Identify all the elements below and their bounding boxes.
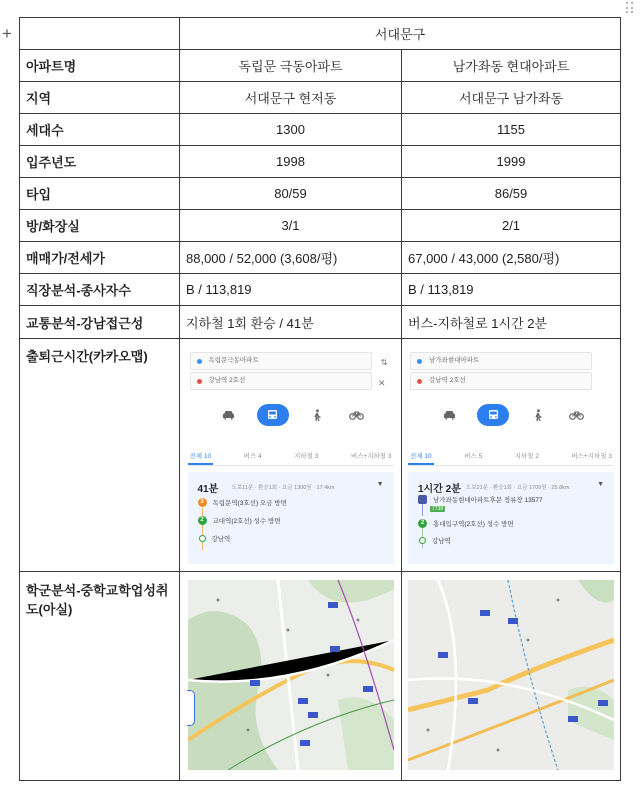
apt-b-type[interactable]: 86/59 — [402, 178, 621, 210]
route-step — [418, 495, 543, 504]
apt-a-transport[interactable]: 지하철 1회 환승 / 41분 — [180, 306, 402, 339]
apt-b-name[interactable]: 남가좌동 현대아파트 — [402, 50, 621, 82]
row-label-transport[interactable]: 교통분석-강남접근성 — [20, 306, 180, 339]
apt-b-region[interactable]: 서대문구 남가좌동 — [402, 82, 621, 114]
car-icon[interactable] — [218, 404, 240, 426]
row-label-households[interactable]: 세대수 — [20, 114, 180, 146]
transport-modes-a — [218, 404, 368, 426]
route-to-text-a: 강남역 2호선 — [208, 377, 246, 384]
route-step-text: 강남역 — [211, 536, 231, 543]
row-label-rooms[interactable]: 방/화장실 — [20, 210, 180, 242]
route-tabs-a — [188, 450, 394, 466]
apt-a-route-cell[interactable] — [180, 339, 402, 572]
line3-badge-icon: 3 — [198, 498, 207, 507]
tab-subway[interactable]: 지하철 2 — [514, 453, 539, 460]
car-icon[interactable] — [438, 404, 460, 426]
route-to-text-b: 강남역 2호선 — [429, 377, 466, 384]
apt-b-price[interactable]: 67,000 / 43,000 (2,580/평) — [402, 242, 621, 274]
row-label-price[interactable]: 매매가/전세가 — [20, 242, 180, 274]
route-from-input-b[interactable] — [410, 352, 592, 370]
route-to-input-a[interactable] — [190, 372, 372, 390]
drag-handle-icon[interactable] — [626, 2, 636, 14]
tab-all[interactable]: 전체 10 — [188, 450, 214, 465]
apt-b-workers[interactable]: B / 113,819 — [402, 274, 621, 306]
row-label-move-in-year[interactable]: 입주년도 — [20, 146, 180, 178]
tab-bus-subway[interactable]: 버스+지하철 3 — [350, 453, 392, 460]
transport-modes-b — [438, 404, 588, 426]
apt-b-school-map-cell[interactable] — [402, 572, 621, 781]
walk-icon[interactable] — [527, 404, 549, 426]
apt-b-households[interactable]: 1155 — [402, 114, 621, 146]
route-summary-a: 도보11분 · 환승1회 · 요금 1300원 · 17.4km — [231, 485, 335, 491]
close-icon[interactable]: ✕ — [377, 378, 386, 388]
route-from-input-a[interactable] — [190, 352, 372, 370]
apt-b-transport[interactable]: 버스-지하철로 1시간 2분 — [402, 306, 621, 339]
apt-b-rooms[interactable]: 2/1 — [402, 210, 621, 242]
route-step-text: 교대역(2호선) 성수 방면 — [212, 518, 281, 525]
line2-badge-icon: 2 — [418, 519, 427, 528]
route-step — [430, 506, 445, 512]
route-step-text: 강남역 — [432, 538, 451, 545]
apt-a-school-map-cell[interactable] — [180, 572, 402, 781]
row-label-workers[interactable]: 직장분석-종사자수 — [20, 274, 180, 306]
school-map-b — [408, 580, 614, 770]
tab-all[interactable]: 전체 10 — [408, 450, 434, 465]
route-result-b[interactable] — [408, 472, 614, 564]
line2-badge-icon: 2 — [198, 516, 207, 525]
bicycle-icon[interactable] — [566, 404, 588, 426]
row-label-commute[interactable]: 출퇴근시간(카카오맵) — [20, 339, 180, 572]
route-step-text: 남가좌동현대아파트후문 정류장 13577 — [433, 497, 543, 504]
add-block-button[interactable]: + — [2, 24, 12, 43]
route-step-text: 독립문역(3호선) 오금 방면 — [212, 500, 287, 507]
apt-b-route-cell[interactable] — [402, 339, 621, 572]
tab-subway[interactable]: 지하철 3 — [294, 453, 319, 460]
school-map-a — [188, 580, 394, 770]
apt-a-workers[interactable]: B / 113,819 — [180, 274, 402, 306]
apt-a-rooms[interactable]: 3/1 — [180, 210, 402, 242]
apt-a-name[interactable]: 독립문 극동아파트 — [180, 50, 402, 82]
row-label-region[interactable]: 지역 — [20, 82, 180, 114]
apt-a-move-in-year[interactable]: 1998 — [180, 146, 402, 178]
bus-icon[interactable] — [477, 404, 509, 426]
route-step-text: 홍대입구역(2호선) 성수 방면 — [433, 521, 514, 528]
destination-dot-icon — [199, 535, 206, 542]
route-panel-b — [408, 352, 614, 564]
route-time-b: 1시간 2분 — [418, 484, 461, 495]
tab-bus[interactable]: 버스 4 — [243, 453, 262, 460]
bus-number-badge: 7738 — [432, 506, 444, 512]
route-step — [418, 519, 514, 528]
route-step — [418, 536, 451, 545]
apt-b-move-in-year[interactable]: 1999 — [402, 146, 621, 178]
chevron-down-icon[interactable]: ▼ — [597, 481, 604, 488]
route-summary-b: 도보21분 · 환승1회 · 요금 1700원 · 25.8km — [466, 485, 570, 491]
map-side-tab[interactable] — [187, 690, 195, 726]
route-step — [198, 534, 231, 543]
route-tabs-b — [408, 450, 614, 466]
bus-icon[interactable] — [257, 404, 289, 426]
route-from-text-a: 독립문극동아파트 — [208, 357, 259, 364]
route-result-a[interactable] — [188, 472, 394, 564]
apt-a-region[interactable]: 서대문구 현저동 — [180, 82, 402, 114]
swap-icon[interactable]: ⇅ — [380, 358, 388, 367]
destination-dot-icon — [419, 537, 426, 544]
route-from-text-b: 남가좌현대아파트 — [429, 357, 480, 364]
route-step — [198, 516, 281, 525]
empty-header-cell[interactable] — [20, 18, 180, 50]
route-to-input-b[interactable] — [410, 372, 592, 390]
route-step — [198, 498, 287, 507]
apt-a-type[interactable]: 80/59 — [180, 178, 402, 210]
chevron-down-icon[interactable]: ▼ — [376, 481, 384, 488]
region-header[interactable]: 서대문구 — [180, 18, 621, 50]
bus-stop-icon — [418, 495, 427, 504]
tab-bus[interactable]: 버스 5 — [464, 453, 483, 460]
row-label-school[interactable]: 학군분석-중학교학업성취도(아실) — [20, 572, 180, 781]
row-label-apt-name[interactable]: 아파트명 — [20, 50, 180, 82]
apt-a-households[interactable]: 1300 — [180, 114, 402, 146]
walk-icon[interactable] — [306, 404, 328, 426]
row-label-type[interactable]: 타입 — [20, 178, 180, 210]
apt-a-price[interactable]: 88,000 / 52,000 (3,608/평) — [180, 242, 402, 274]
bicycle-icon[interactable] — [345, 404, 367, 426]
route-panel-a — [188, 352, 394, 564]
tab-bus-subway[interactable]: 버스+지하철 3 — [571, 453, 612, 460]
apartment-comparison-table — [19, 17, 621, 781]
route-time-a: 41분 — [197, 484, 219, 495]
